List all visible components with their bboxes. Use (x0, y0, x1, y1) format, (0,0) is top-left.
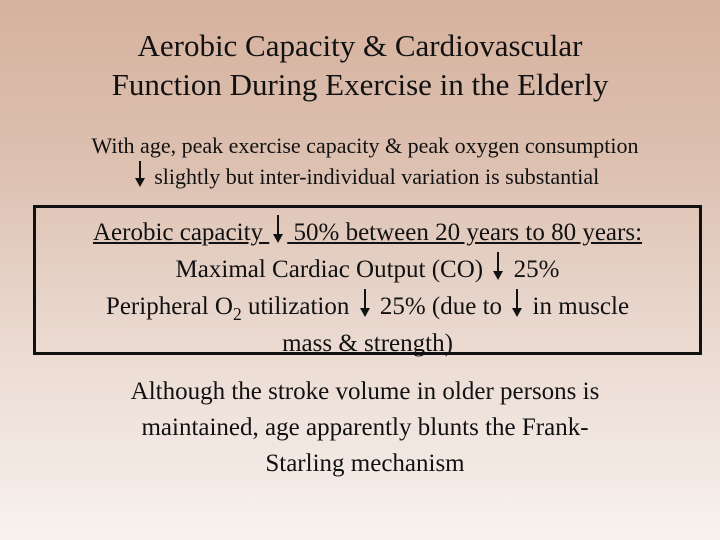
box-line-3 (33, 288, 702, 325)
down-arrow-icon (271, 215, 285, 243)
aerobic-capacity-label: Aerobic capacity (92, 219, 264, 246)
outro-line-3: Starling mechanism (265, 450, 465, 477)
intro-line-1: With age, peak exercise capacity & peak oxygen consumption (91, 133, 639, 158)
outro-line-2: maintained, age apparently blunts the Frank- (141, 414, 589, 441)
box-line-1 (33, 214, 702, 251)
outro-line-1: Although the stroke volume in older persons is (130, 378, 600, 405)
title-line-2: Function During Exercise in the Elderly (111, 67, 609, 102)
title-line-1: Aerobic Capacity & Cardiovascular (137, 28, 583, 63)
cardiac-output-value: 25% (513, 256, 560, 283)
cardiac-output-label: Maximal Cardiac Output (CO) (175, 256, 484, 283)
outro-paragraph (40, 374, 690, 482)
muscle-text: in muscle (532, 293, 630, 320)
down-arrow-icon (510, 289, 524, 317)
box-line-2 (33, 251, 702, 288)
intro-paragraph (30, 131, 700, 192)
highlight-box-text (33, 214, 702, 362)
down-arrow-icon (358, 289, 372, 317)
o2-utilization-value: 25% (due to (379, 293, 503, 320)
aerobic-capacity-value: 50% between 20 years to 80 years: (293, 219, 643, 246)
o2-utilization-label: Peripheral $O_2$ utilization (105, 293, 350, 324)
down-arrow-icon (133, 161, 147, 187)
box-line-4: mass & strength) (282, 330, 453, 357)
down-arrow-icon (491, 252, 505, 280)
intro-line-2: slightly but inter-individual variation is substantial (154, 164, 600, 189)
slide-title (0, 26, 720, 104)
